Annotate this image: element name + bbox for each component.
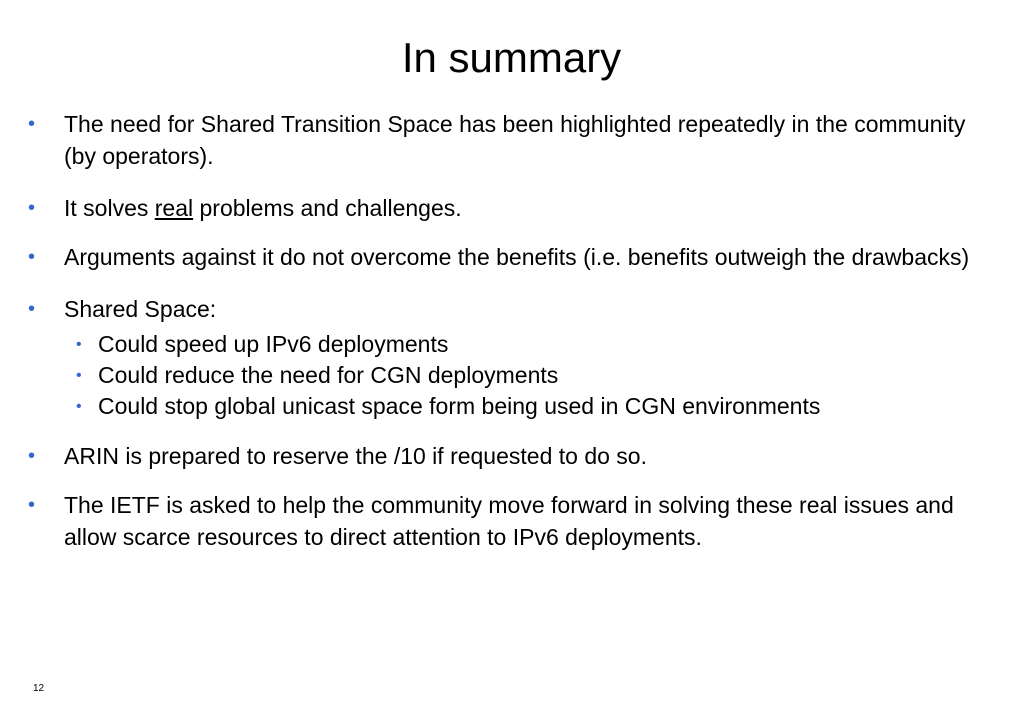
sub-bullet-item — [64, 360, 988, 391]
page-number: 12 — [33, 683, 45, 694]
sub-bullet-icon: • — [76, 398, 82, 415]
bullet-item — [28, 293, 988, 422]
bullet-item — [28, 241, 988, 273]
bullet-text: The need for Shared Transition Space has been highlighted repeatedly in the community (by operators). — [64, 111, 966, 169]
bullet-text: Shared Space: — [64, 296, 217, 322]
sub-bullet-text: Could reduce the need for CGN deployments — [98, 362, 559, 388]
bullet-text-prefix: It solves — [64, 195, 155, 221]
bullet-text: Arguments against it do not overcome the benefits (i.e. benefits outweigh the drawbacks) — [64, 244, 970, 270]
bullet-text: The IETF is asked to help the community move forward in solving these real issues and allow scarce resources to direct attention to IPv6 deployments. — [64, 492, 954, 550]
bullet-list — [28, 108, 988, 553]
bullet-item — [28, 440, 988, 472]
bullet-icon: • — [28, 445, 36, 467]
bullet-icon: • — [28, 246, 36, 268]
sub-bullet-icon: • — [76, 336, 82, 353]
sub-bullet-item — [64, 391, 988, 422]
bullet-text: ARIN is prepared to reserve the /10 if requested to do so. — [64, 443, 647, 469]
underlined-word: real — [154, 195, 194, 221]
sub-bullet-text: Could speed up IPv6 deployments — [98, 331, 449, 357]
sub-bullet-list — [64, 329, 988, 422]
bullet-icon: • — [28, 298, 36, 320]
bullet-item — [28, 192, 988, 224]
slide-title: In summary — [401, 34, 622, 81]
sub-bullet-item — [64, 329, 988, 360]
bullet-icon: • — [28, 494, 36, 516]
bullet-item — [28, 489, 988, 553]
bullet-icon: • — [28, 113, 36, 135]
bullet-text-suffix: problems and challenges. — [193, 195, 462, 221]
bullet-icon: • — [28, 197, 36, 219]
sub-bullet-text: Could stop global unicast space form being used in CGN environments — [98, 393, 821, 419]
bullet-item — [28, 108, 988, 172]
sub-bullet-icon: • — [76, 367, 82, 384]
